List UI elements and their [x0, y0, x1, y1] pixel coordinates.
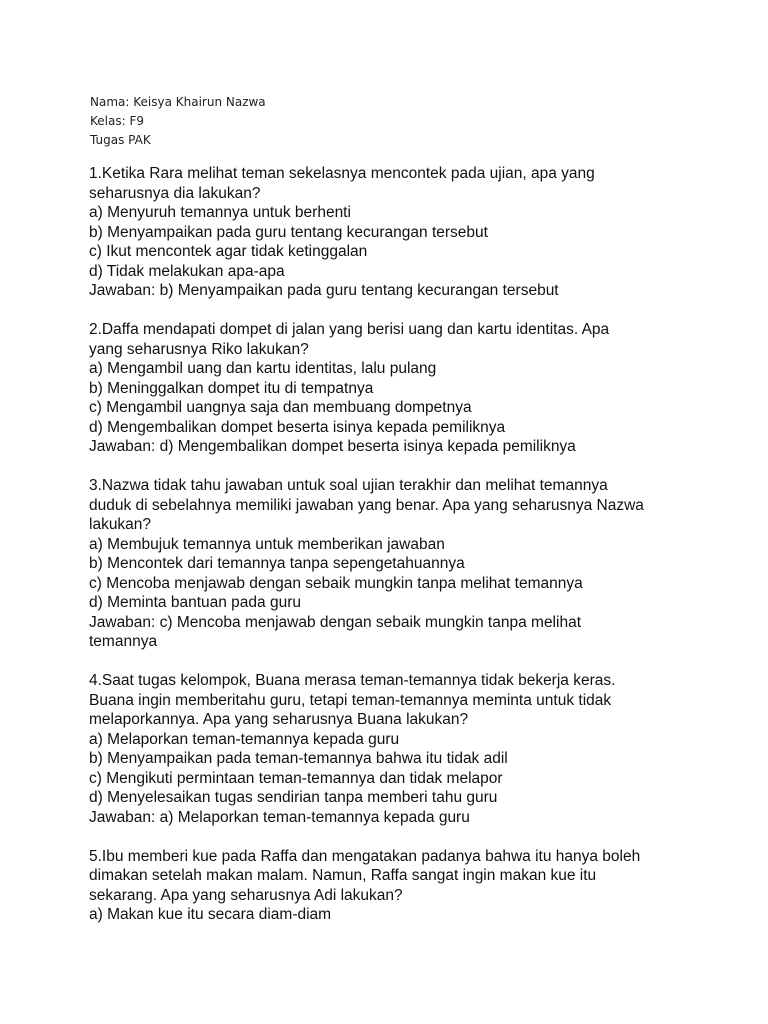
question-2 [89, 320, 729, 457]
option-d: d) Meminta bantuan pada guru [89, 594, 301, 611]
answer: Jawaban: a) Melaporkan teman-temannya kepada guru [89, 808, 470, 826]
answer: temannya [89, 633, 158, 650]
option-c: c) Mengambil uangnya saja dan membuang dompetnya [89, 399, 472, 416]
student-header [90, 93, 266, 150]
answer: Jawaban: d) Mengembalikan dompet beserta isinya kepada pemiliknya [89, 438, 576, 455]
option-c: c) Mencoba menjawab dengan sebaik mungkin tanpa melihat temannya [89, 574, 583, 592]
question-text: 1.Ketika Rara melihat teman sekelasnya mencontek pada ujian, apa yang [89, 165, 595, 182]
question-text: duduk di sebelahnya memiliki jawaban yang benar. Apa yang seharusnya Nazwa [89, 496, 644, 514]
option-b: b) Menyampaikan pada guru tentang kecurangan tersebut [89, 223, 488, 241]
option-c: c) Ikut mencontek agar tidak ketinggalan [89, 243, 368, 260]
question-1 [89, 164, 729, 301]
answer: Jawaban: b) Menyampaikan pada guru tentang kecurangan tersebut [89, 282, 559, 299]
answer: Jawaban: c) Mencoba menjawab dengan sebaik mungkin tanpa melihat [89, 613, 581, 631]
assignment-title: Tugas PAK [90, 133, 151, 147]
option-b: b) Meninggalkan dompet itu di tempatnya [89, 379, 374, 397]
question-4 [89, 671, 729, 827]
question-text: yang seharusnya Riko lakukan? [89, 340, 309, 358]
question-text: 4.Saat tugas kelompok, Buana merasa teman-temannya tidak bekerja keras. [89, 672, 616, 689]
question-text: 3.Nazwa tidak tahu jawaban untuk soal ujian terakhir dan melihat temannya [89, 477, 608, 494]
option-a: a) Melaporkan teman-temannya kepada guru [89, 730, 400, 748]
option-a: a) Makan kue itu secara diam-diam [89, 906, 332, 923]
option-b: b) Menyampaikan pada teman-temannya bahwa itu tidak adil [89, 750, 508, 767]
option-b: b) Mencontek dari temannya tanpa sepengetahuannya [89, 555, 465, 572]
question-3 [89, 476, 729, 652]
option-a: a) Mengambil uang dan kartu identitas, lalu pulang [89, 360, 437, 377]
student-name: Nama: Keisya Khairun Nazwa [90, 95, 266, 109]
option-d: d) Mengembalikan dompet beserta isinya kepada pemiliknya [89, 418, 506, 436]
question-list [89, 164, 729, 944]
question-text: seharusnya dia lakukan? [89, 184, 261, 202]
option-d: d) Menyelesaikan tugas sendirian tanpa memberi tahu guru [89, 789, 498, 806]
question-text: Buana ingin memberitahu guru, tetapi teman-temannya meminta untuk tidak [89, 691, 612, 709]
option-d: d) Tidak melakukan apa-apa [89, 262, 285, 280]
student-class: Kelas: F9 [90, 114, 144, 128]
option-a: a) Menyuruh temannya untuk berhenti [89, 204, 351, 221]
question-text: sekarang. Apa yang seharusnya Adi lakukan? [89, 886, 403, 904]
option-a: a) Membujuk temannya untuk memberikan jawaban [89, 535, 445, 553]
question-text: lakukan? [89, 516, 152, 533]
question-text: 5.Ibu memberi kue pada Raffa dan mengatakan padanya bahwa itu hanya boleh [89, 847, 641, 865]
question-text: melaporkannya. Apa yang seharusnya Buana lakukan? [89, 711, 469, 728]
question-text: dimakan setelah makan malam. Namun, Raffa sangat ingin makan kue itu [89, 867, 597, 884]
question-text: 2.Daffa mendapati dompet di jalan yang berisi uang dan kartu identitas. Apa [89, 321, 610, 338]
question-5 [89, 847, 729, 925]
option-c: c) Mengikuti permintaan teman-temannya dan tidak melapor [89, 769, 503, 787]
